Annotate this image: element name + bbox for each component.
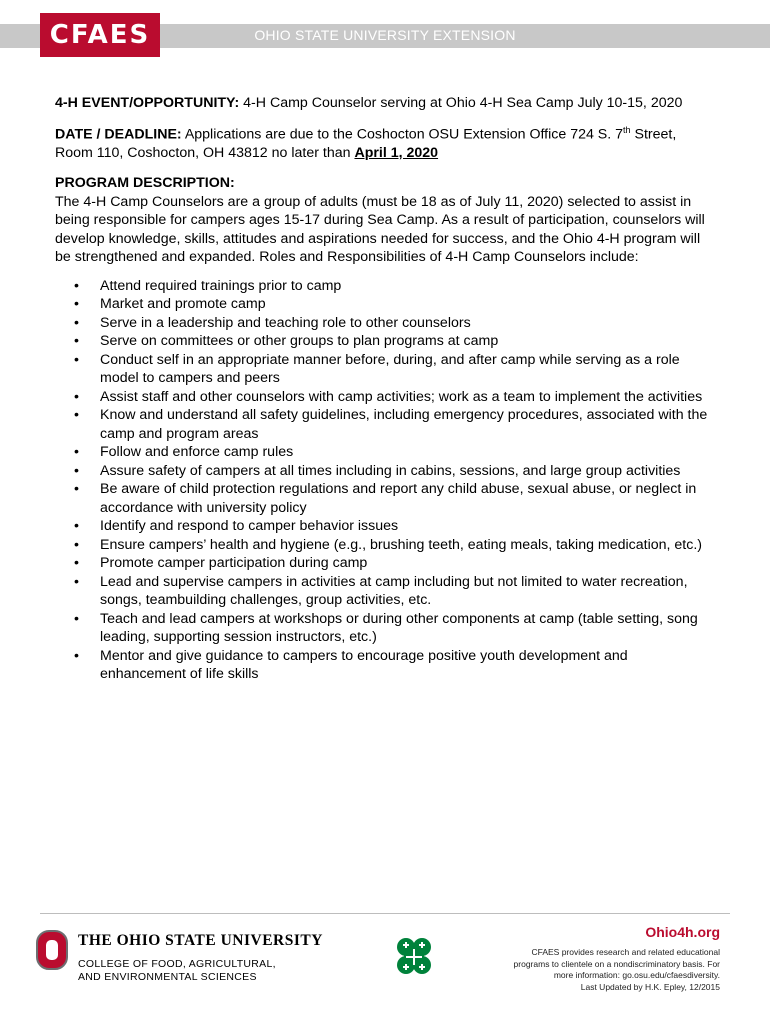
osu-name: THE OHIO STATE UNIVERSITY (78, 932, 323, 949)
responsibility-item: • Ensure campers’ health and hygiene (e.g., brushing teeth, eating meals, taking medication, etc.) (55, 536, 715, 555)
deadline-address: Street, Room 110, Coshocton, OH 43812 no later than (55, 126, 677, 161)
program-description: The 4-H Camp Counselors are a group of adults (must be 18 as of July 11, 2020) selected to assist in being responsible for campers ages 15-17 during Sea Camp. As a result of participation, counselors will develop knowledge, skills, attitudes and aspirations needed for success, and the Ohio 4-H program will be strengthened and expanded. Roles and Responsibilities of 4-H Camp Counselors include: (55, 193, 705, 266)
block-o-icon (36, 930, 68, 970)
responsibility-item: • Conduct self in an appropriate manner before, during, and after camp while serving as a role model to campers and peers (55, 351, 715, 388)
college-line-1: COLLEGE OF FOOD, AGRICULTURAL, (78, 958, 276, 970)
responsibility-item: • Be aware of child protection regulations and report any child abuse, sexual abuse, or neglect in accordance with university policy (55, 480, 715, 517)
college-line-2: AND ENVIRONMENTAL SCIENCES (78, 971, 257, 983)
responsibility-item: • Teach and lead campers at workshops or during other components at camp (table setting, song leading, supporting session instructors, etc.) (55, 610, 715, 647)
deadline-superscript: th (623, 124, 631, 135)
college-name (78, 958, 276, 984)
extension-title: OHIO STATE UNIVERSITY EXTENSION (254, 27, 516, 43)
event-label: 4-H EVENT/OPPORTUNITY: (55, 95, 240, 111)
event-text: 4-H Camp Counselor serving at Ohio 4-H Sea Camp July 10-15, 2020 (243, 95, 683, 111)
website-link[interactable]: Ohio4h.org (645, 924, 720, 940)
deadline-text: Applications are due to the Coshocton OSU Extension Office 724 S. 7 (184, 126, 624, 143)
footer-divider (40, 913, 730, 914)
last-updated: Last Updated by H.K. Epley, 12/2015 (580, 981, 720, 992)
responsibility-item: • Serve in a leadership and teaching role to other counselors (55, 314, 715, 333)
responsibility-item: • Serve on committees or other groups to plan programs at camp (55, 332, 715, 351)
cfaes-logo (40, 13, 160, 57)
nondiscrimination-notice (480, 947, 720, 993)
responsibility-item: • Identify and respond to camper behavior issues (55, 517, 715, 536)
responsibility-item: • Know and understand all safety guidelines, including emergency procedures, associated with the camp and program areas (55, 406, 715, 443)
event-line (55, 94, 715, 113)
program-title: PROGRAM DESCRIPTION: (55, 175, 235, 192)
responsibility-item: • Market and promote camp (55, 295, 715, 314)
responsibility-item: • Assure safety of campers at all times including in cabins, sessions, and large group activities (55, 462, 715, 481)
cfaes-logo-text: CFAES (49, 20, 151, 50)
notice-line-1: CFAES provides research and related educational (531, 947, 720, 957)
responsibility-item: • Attend required trainings prior to camp (55, 277, 715, 296)
responsibility-item: • Follow and enforce camp rules (55, 443, 715, 462)
responsibility-item: • Mentor and give guidance to campers to encourage positive youth development and enhancement of life skills (55, 647, 715, 684)
notice-line-3: more information: go.osu.edu/cfaesdiversity. (553, 970, 720, 980)
notice-line-2: programs to clientele on a nondiscriminatory basis. For (513, 958, 720, 969)
responsibility-item: • Promote camper participation during camp (55, 554, 715, 573)
deadline-date: April 1, 2020 (354, 144, 439, 161)
4h-clover-icon (390, 933, 438, 981)
document-body (55, 94, 715, 684)
deadline-line (55, 121, 715, 163)
deadline-label: DATE / DEADLINE: (55, 126, 182, 143)
responsibilities-list (55, 277, 715, 684)
responsibility-item: • Lead and supervise campers in activities at camp including but not limited to water recreation, songs, teambuilding challenges, group activities, etc. (55, 573, 715, 610)
responsibility-item: • Assist staff and other counselors with camp activities; work as a team to implement the activities (55, 388, 715, 407)
